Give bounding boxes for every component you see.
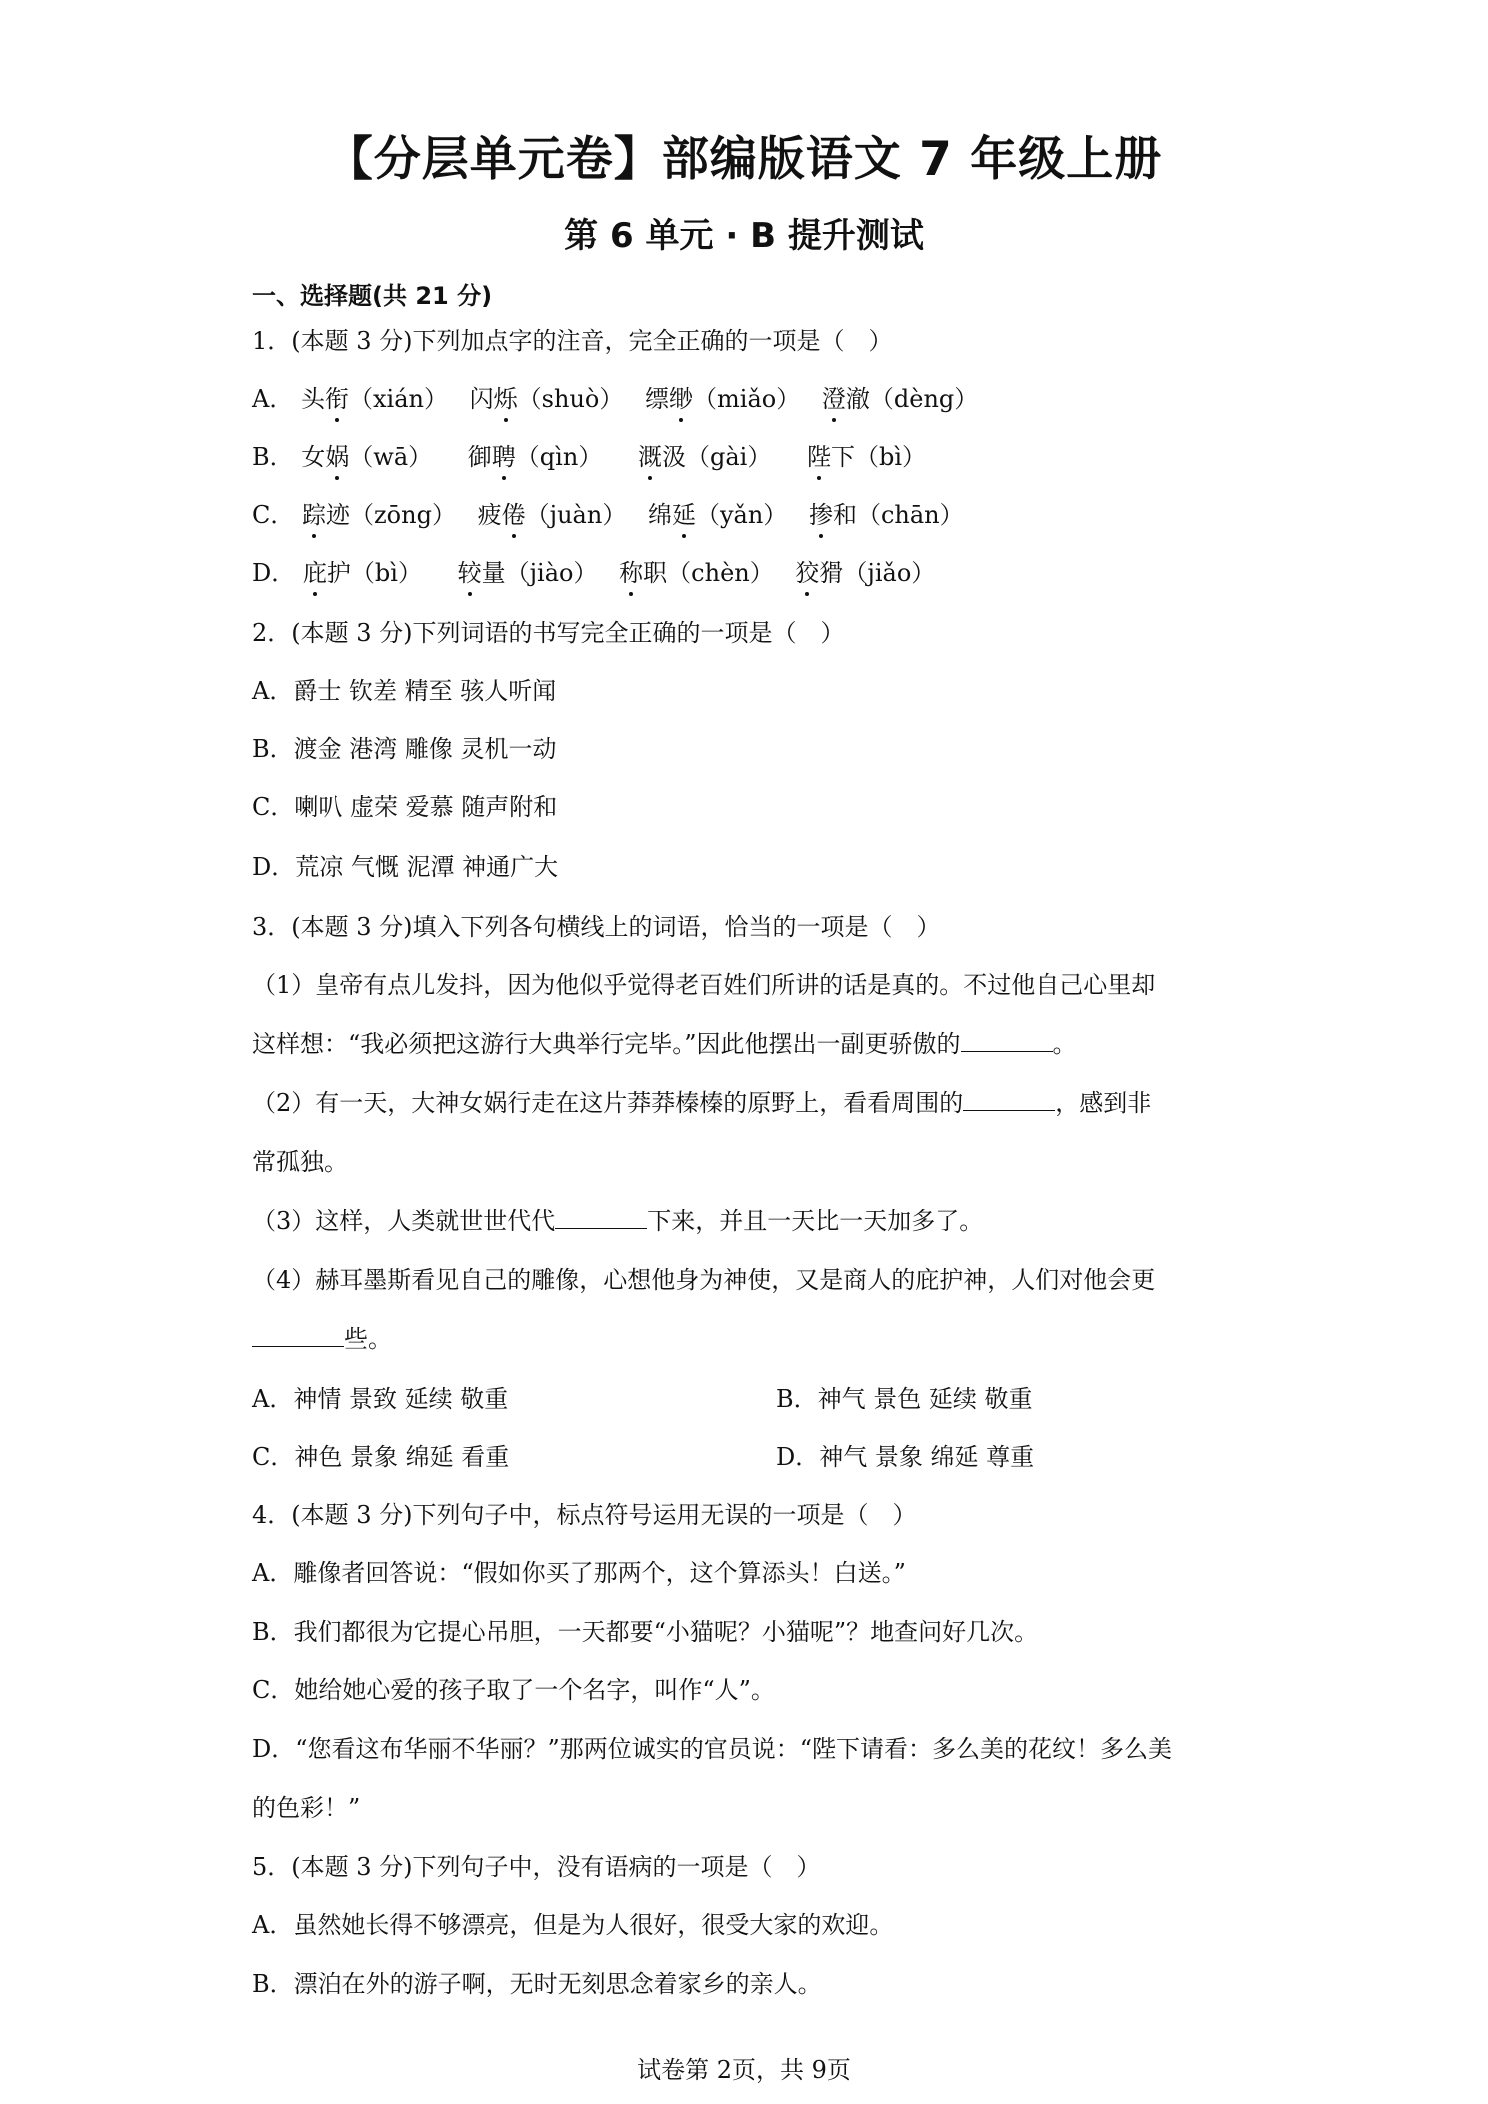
option-letter: A． — [252, 385, 294, 413]
question-2-option-d: D．荒凉 气慨 泥潭 神通广大 — [252, 853, 559, 881]
question-1-option-b — [252, 441, 926, 473]
option-letter: C． — [252, 501, 295, 529]
option-item: 女娲（wā） — [301, 443, 433, 471]
question-3-option-b: B．神气 景色 延续 敬重 — [776, 1385, 1033, 1413]
question-3-sentence-2b: 常孤独。 — [252, 1148, 348, 1176]
option-item: 澄澈（dèng） — [821, 385, 979, 413]
answer-blank — [555, 1206, 647, 1229]
question-2-option-b: B．渡金 港湾 雕像 灵机一动 — [252, 735, 557, 763]
question-2-stem: 2．(本题 3 分)下列词语的书写完全正确的一项是（ ） — [252, 619, 845, 647]
question-1-option-d — [252, 557, 935, 589]
question-5-stem: 5．(本题 3 分)下列句子中，没有语病的一项是（ ） — [252, 1853, 821, 1881]
question-3-sentence-1a: （1）皇帝有点儿发抖，因为他似乎觉得老百姓们所讲的话是真的。不过他自己心里却 — [252, 971, 1156, 999]
option-item: 头衔（xián） — [300, 385, 448, 413]
option-item: 踪迹（zōng） — [302, 501, 456, 529]
question-3-option-d: D．神气 景象 绵延 尊重 — [776, 1443, 1035, 1471]
page-title: 【分层单元卷】部编版语文 7 年级上册 — [325, 132, 1163, 187]
question-4-option-c: C．她给她心爱的孩子取了一个名字，叫作“人”。 — [252, 1676, 775, 1704]
option-item: 狡猾（jiǎo） — [795, 559, 936, 587]
question-3-sentence-3: （3）这样，人类就世世代代 下来，并且一天比一天加多了。 — [252, 1207, 984, 1235]
section-heading: 一、选择题(共 21 分) — [252, 282, 493, 310]
page-footer: 试卷第 2页，共 9页 — [637, 2056, 851, 2084]
answer-blank — [961, 1029, 1053, 1052]
page-subtitle: 第 6 单元 · B 提升测试 — [564, 216, 924, 256]
question-1-option-c — [252, 499, 964, 531]
option-item: 缥缈（miǎo） — [645, 385, 801, 413]
option-item: 疲倦（juàn） — [477, 501, 627, 529]
question-4-option-b: B．我们都很为它提心吊胆，一天都要“小猫呢？小猫呢”？地查问好几次。 — [252, 1618, 1039, 1646]
question-4-stem: 4．(本题 3 分)下列句子中，标点符号运用无误的一项是（ ） — [252, 1501, 917, 1529]
question-3-sentence-1b: 这样想：“我必须把这游行大典举行完毕。”因此他摆出一副更骄傲的 。 — [252, 1030, 1077, 1058]
question-2-option-a: A．爵士 钦差 精至 骇人听闻 — [252, 677, 557, 705]
option-item: 较量（jiào） — [457, 559, 598, 587]
question-5-option-b: B．漂泊在外的游子啊，无时无刻思念着家乡的亲人。 — [252, 1970, 822, 1998]
question-2-option-c: C．喇叭 虚荣 爱慕 随声附和 — [252, 793, 558, 821]
question-1-stem: 1．(本题 3 分)下列加点字的注音，完全正确的一项是（ ） — [252, 327, 893, 355]
question-4-option-a: A．雕像者回答说：“假如你买了那两个，这个算添头！白送。” — [252, 1559, 906, 1587]
question-3-option-a: A．神情 景致 延续 敬重 — [252, 1385, 509, 1413]
answer-blank — [252, 1324, 344, 1347]
question-4-option-d-line1: D．“您看这布华丽不华丽？”那两位诚实的官员说：“陛下请看：多么美的花纹！多么美 — [252, 1735, 1173, 1763]
question-3-option-c: C．神色 景象 绵延 看重 — [252, 1443, 510, 1471]
question-5-option-a: A．虽然她长得不够漂亮，但是为人很好，很受大家的欢迎。 — [252, 1911, 894, 1939]
option-item: 陛下（bì） — [806, 443, 927, 471]
option-item: 溉汲（gài） — [637, 443, 772, 471]
question-3-sentence-2a: （2）有一天，大神女娲行走在这片莽莽榛榛的原野上，看看周围的 ，感到非 — [252, 1089, 1152, 1117]
question-3-sentence-4b: 些。 — [252, 1323, 392, 1355]
question-4-option-d-line2: 的色彩！” — [252, 1794, 361, 1822]
option-item: 庇护（bì） — [302, 559, 422, 587]
question-3-sentence-4a: （4）赫耳墨斯看见自己的雕像，心想他身为神使，又是商人的庇护神，人们对他会更 — [252, 1266, 1156, 1294]
option-item: 御聘（qìn） — [467, 443, 603, 471]
option-item: 闪烁（shuò） — [469, 385, 624, 413]
option-item: 称职（chèn） — [619, 559, 774, 587]
option-item: 绵延（yǎn） — [647, 501, 788, 529]
question-3-stem: 3．(本题 3 分)填入下列各句横线上的词语，恰当的一项是（ ） — [252, 913, 941, 941]
option-item: 掺和（chān） — [808, 501, 964, 529]
option-letter: D． — [252, 559, 296, 587]
question-1-option-a — [252, 383, 978, 415]
answer-blank — [963, 1088, 1055, 1111]
option-letter: B． — [252, 443, 294, 471]
